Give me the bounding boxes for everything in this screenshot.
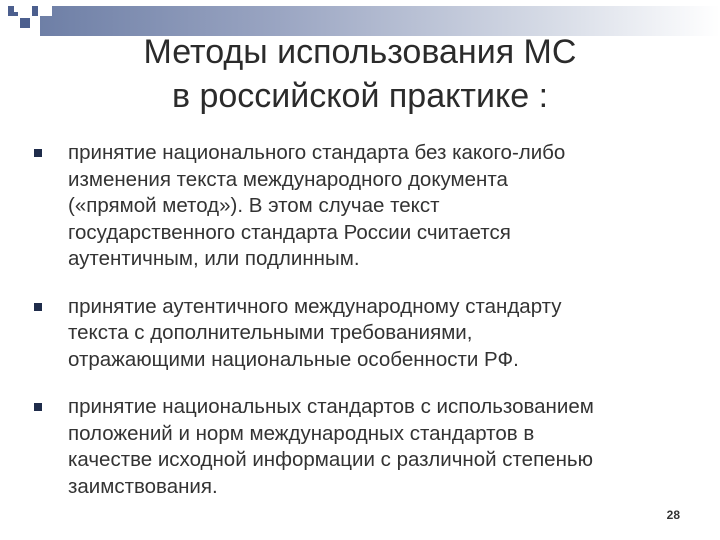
- slide-number: 28: [666, 508, 680, 522]
- bullet-item: [32, 294, 700, 374]
- bullet-list: [32, 140, 700, 521]
- square-bullet-icon: [34, 403, 42, 411]
- bullet-line: принятие национального стандарта без какого-либо: [68, 141, 566, 164]
- square-bullet-icon: [34, 149, 42, 157]
- bullet-line: текста с дополнительными требованиями,: [68, 321, 473, 344]
- bullet-line: государственного стандарта России считается: [68, 220, 511, 244]
- bullet-line: принятие аутентичного международному стандарту: [68, 294, 562, 318]
- decorative-square: [20, 18, 30, 28]
- bullet-line: принятие национальных стандартов с использованием: [68, 395, 594, 418]
- decorative-square: [38, 2, 52, 16]
- bullet-line: отражающими национальные особенности РФ.: [68, 347, 519, 371]
- bullet-item: [32, 140, 700, 273]
- bullet-line: положений и норм международных стандартов в: [68, 421, 535, 445]
- square-bullet-icon: [34, 303, 42, 311]
- slide-title-line-1: Методы использования МС: [143, 33, 577, 71]
- bullet-item: [32, 394, 700, 500]
- slide-title: [60, 30, 660, 118]
- slide-title-line-2: в российской практике :: [171, 77, 549, 115]
- bullet-line: («прямой метод»). В этом случае текст: [68, 194, 440, 217]
- bullet-line: заимствования.: [68, 474, 218, 498]
- bullet-line: аутентичным, или подлинным.: [68, 247, 360, 270]
- bullet-line: изменения текста международного документа: [68, 167, 508, 191]
- decorative-square: [14, 0, 28, 12]
- bullet-line: качестве исходной информации с различной степенью: [68, 448, 593, 471]
